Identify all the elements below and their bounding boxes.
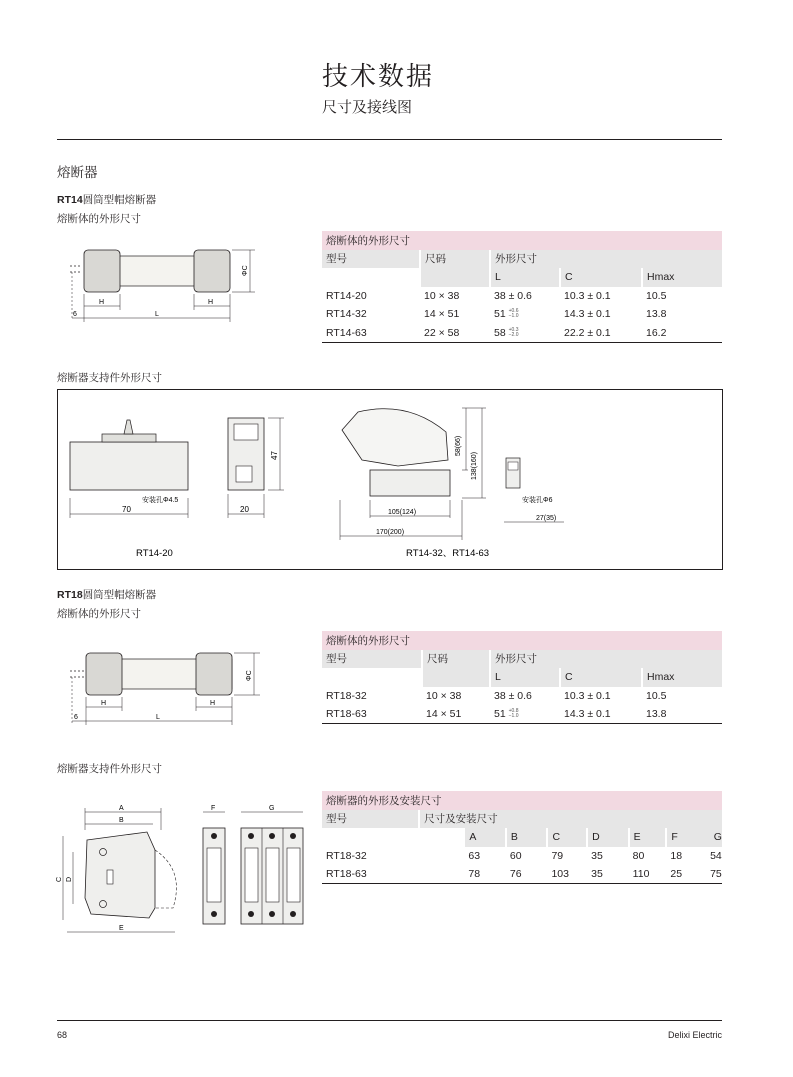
table-row: RT18-63 78 76 103 35 110 25 75 [322, 865, 722, 884]
rt18-heading-text: 圆筒型帽熔断器 [82, 589, 157, 601]
rt14-fuse-phic: ΦC [242, 265, 249, 276]
rt14-sublabel: 熔断体的外形尺寸 [57, 213, 141, 225]
rt14-fuse-l: L [155, 311, 159, 318]
rt18-holder-col-model: 型号 [322, 810, 419, 829]
rt18-drawing-c: C [56, 876, 63, 882]
page-subtitle: 尺寸及接线图 [322, 98, 413, 116]
table-row: RT18-63 14 × 51 51 +0.8 −1.0 14.3 ± 0.1 13.8 [322, 705, 722, 724]
rt18-sub-h: Hmax [642, 668, 722, 687]
rt14-dim-138: 138(160) [471, 451, 478, 480]
rt18-holder-table: 熔断器的外形及安装尺寸 型号 尺寸及安装尺寸 A B C D E F G RT18-32 63 60 79 35 80 18 54 RT18-63 78 76 103 35 110 25 75 [322, 791, 722, 884]
table-row: RT18-32 10 × 38 38 ± 0.6 10.3 ± 0.1 10.5 [326, 689, 667, 702]
rt14-dim-105: 105(124) [388, 509, 417, 516]
rt14-fuse-h-left: H [99, 299, 105, 306]
rt14-sub-c: C [560, 268, 642, 287]
rt18-holder-col-dims: 尺寸及安装尺寸 [419, 810, 722, 829]
page-number: 68 [57, 1030, 68, 1040]
rt14-dim-47: 47 [270, 451, 279, 460]
rt14-fuse-h-right: H [208, 299, 214, 306]
section-title: 熔断器 [57, 165, 98, 181]
footer-divider [57, 1020, 722, 1021]
rt14-dim-27: 27(35) [536, 515, 557, 522]
rt18-drawing-b: B [119, 817, 124, 824]
rt14-table-caption: 熔断体的外形尺寸 [322, 231, 722, 250]
rt18-table [322, 631, 722, 724]
rt18-holder-label: 熔断器支持件外形尺寸 [57, 763, 162, 775]
rt14-dim-70: 70 [122, 505, 131, 514]
rt18-drawing-g: G [269, 805, 275, 812]
rt14-heading-model: RT14 [57, 194, 83, 206]
rt18-drawing-e: E [119, 925, 124, 932]
rt18-drawing-f: F [211, 805, 216, 812]
rt14-caption-left: RT14-20 [136, 548, 173, 559]
rt14-fuse-six: 6 [73, 311, 77, 318]
rt18-fuse-h-left: H [101, 700, 107, 707]
rt18-drawing-d: D [66, 876, 73, 882]
rt14-holder-label: 熔断器支持件外形尺寸 [57, 372, 162, 384]
rt14-holder-box [57, 389, 723, 570]
rt14-table [322, 231, 722, 343]
rt14-heading-text: 圆筒型帽熔断器 [82, 194, 157, 206]
rt14-dim-20: 20 [240, 505, 249, 514]
rt14-hole-6: 安装孔Φ6 [522, 497, 553, 504]
rt14-caption-right: RT14-32、RT14-63 [406, 548, 490, 559]
rt18-col-model: 型号 [322, 650, 422, 669]
rt18-table-caption: 熔断体的外形尺寸 [322, 631, 722, 650]
rt18-fuse-phic: ΦC [246, 670, 253, 681]
rt14-col-dims: 外形尺寸 [490, 250, 722, 269]
rt14-dim-58: 58(66) [455, 435, 462, 456]
rt14-hole-45: 安装孔Φ4.5 [142, 497, 179, 504]
rt14-heading [57, 192, 156, 207]
rt18-col-dims: 外形尺寸 [490, 650, 722, 669]
rt14-dim-170: 170(200) [376, 529, 405, 536]
rt18-heading-model: RT18 [57, 589, 83, 601]
header-divider [57, 139, 722, 140]
rt14-col-model: 型号 [322, 250, 420, 269]
rt14-fuse-drawing [60, 240, 260, 335]
table-row: RT14-32 14 × 51 51 +0.6 −1.0 14.3 ± 0.1 13.8 [326, 308, 667, 321]
table-row: RT14-20 10 × 38 38 ± 0.6 10.3 ± 0.1 10.5 [326, 289, 667, 302]
rt18-fuse-drawing [62, 645, 262, 740]
rt18-sublabel: 熔断体的外形尺寸 [57, 608, 141, 620]
rt18-heading [57, 587, 156, 602]
rt18-drawing-a: A [119, 805, 124, 812]
rt18-holder-drawing [55, 800, 315, 950]
page-title: 技术数据 [322, 62, 435, 92]
rt14-sub-l: L [490, 268, 560, 287]
table-row: RT14-63 22 × 58 58 +0.3 −2.0 22.2 ± 0.1 16.2 [322, 324, 722, 343]
rt14-col-size: 尺码 [420, 250, 490, 269]
rt18-col-size: 尺码 [422, 650, 490, 669]
rt18-holder-table-caption: 熔断器的外形及安装尺寸 [322, 791, 722, 810]
rt18-fuse-l: L [156, 714, 160, 721]
rt18-fuse-six: 6 [74, 714, 78, 721]
table-row: RT18-32 63 60 79 35 80 18 54 [326, 849, 722, 862]
footer-brand: Delixi Electric [667, 1030, 722, 1040]
rt18-sub-c: C [560, 668, 642, 687]
rt18-fuse-h-right: H [210, 700, 216, 707]
rt18-sub-l: L [490, 668, 560, 687]
rt14-sub-h: Hmax [642, 268, 722, 287]
